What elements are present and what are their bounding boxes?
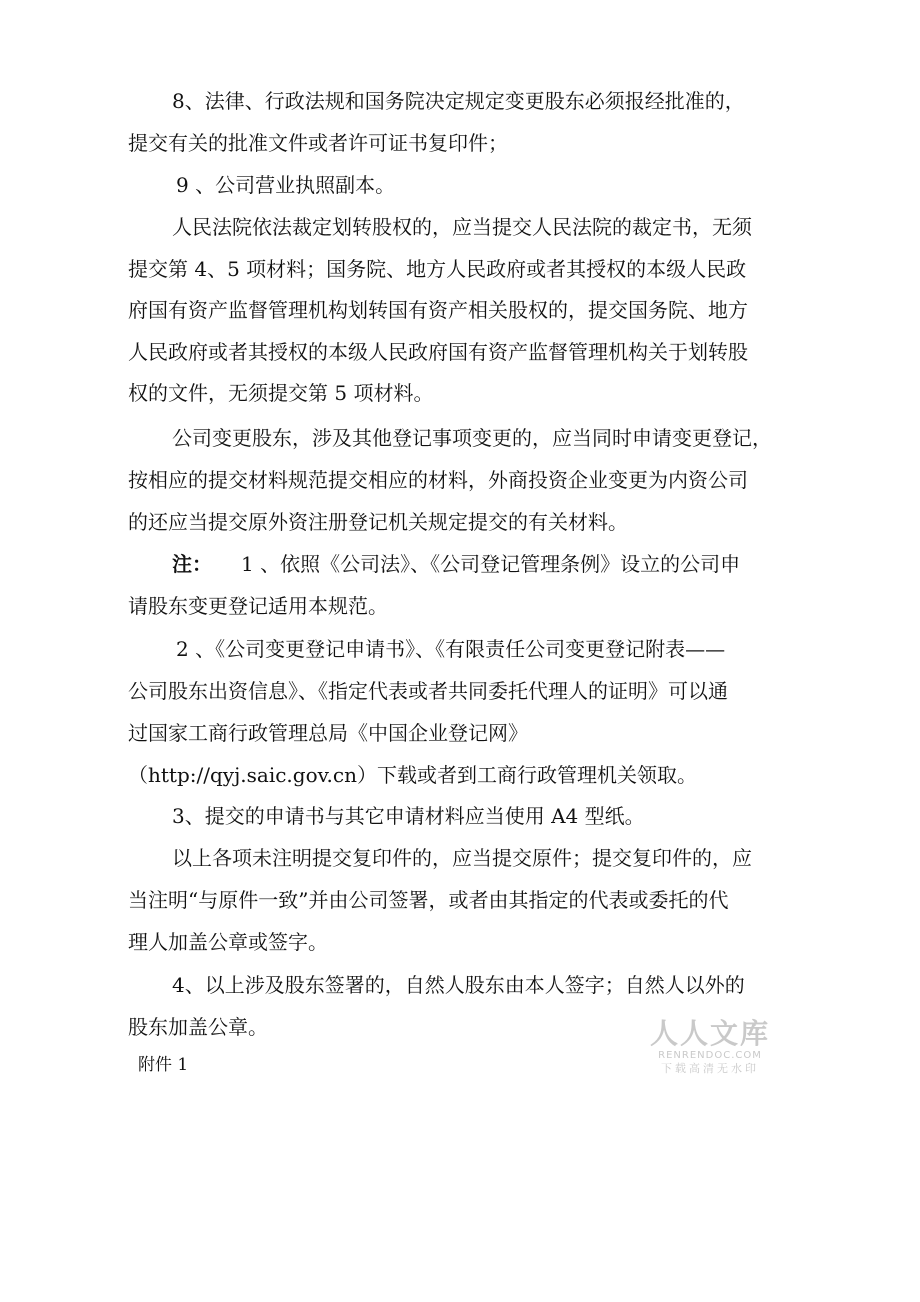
attachment-label: 附件 1	[138, 1055, 189, 1075]
text-line: （http://qyj.saic.gov.cn）下载或者到工商行政管理机关领取。	[128, 763, 697, 787]
text-line: 提交有关的批准文件或者许可证书复印件；	[128, 131, 508, 155]
text-line: 府国有资产监督管理机构划转国有资产相关股权的，提交国务院、地方	[128, 298, 748, 322]
text-line: 8、法律、行政法规和国务院决定规定变更股东必须报经批准的，	[172, 89, 745, 113]
watermark-logo	[648, 1018, 772, 1076]
text-line: 9 、公司营业执照副本。	[176, 173, 396, 197]
text-line: 公司变更股东，涉及其他登记事项变更的，应当同时申请变更登记，	[172, 426, 772, 450]
text-line: 当注明“与原件一致”并由公司签署，或者由其指定的代表或委托的代	[128, 888, 729, 912]
text-line: 2 、《公司变更登记申请书》、《有限责任公司变更登记附表——	[176, 637, 726, 661]
text-line: 的还应当提交原外资注册登记机关规定提交的有关材料。	[128, 510, 628, 534]
text-line: 请股东变更登记适用本规范。	[128, 594, 388, 618]
watermark-title: 人人文库	[649, 1017, 770, 1050]
text-line: 提交第 4、5 项材料；国务院、地方人民政府或者其授权的本级人民政	[128, 257, 747, 281]
text-line: 4、以上涉及股东签署的，自然人股东由本人签字；自然人以外的	[172, 973, 745, 997]
note-label: 注：	[172, 552, 212, 576]
watermark-subtitle: 下载高清无水印	[661, 1062, 759, 1075]
text-line: 理人加盖公章或签字。	[128, 930, 328, 954]
text-line: 过国家工商行政管理总局《中国企业登记网》	[128, 721, 528, 745]
text-line: 股东加盖公章。	[128, 1015, 268, 1039]
watermark-url: RENRENDOC.COM	[658, 1050, 762, 1061]
text-line: 以上各项未注明提交复印件的，应当提交原件；提交复印件的，应	[172, 846, 752, 870]
text-line: 公司股东出资信息》、《指定代表或者共同委托代理人的证明》可以通	[128, 679, 728, 703]
text-line: 权的文件，无须提交第 5 项材料。	[128, 381, 434, 405]
text-line: 按相应的提交材料规范提交相应的材料，外商投资企业变更为内资公司	[128, 468, 748, 492]
text-line: 人民政府或者其授权的本级人民政府国有资产监督管理机构关于划转股	[128, 340, 748, 364]
text-line: 3、提交的申请书与其它申请材料应当使用 A4 型纸。	[172, 804, 645, 828]
text-line: 人民法院依法裁定划转股权的，应当提交人民法院的裁定书，无须	[172, 215, 752, 239]
text-line: 1 、依照《公司法》、《公司登记管理条例》设立的公司申	[241, 552, 741, 576]
